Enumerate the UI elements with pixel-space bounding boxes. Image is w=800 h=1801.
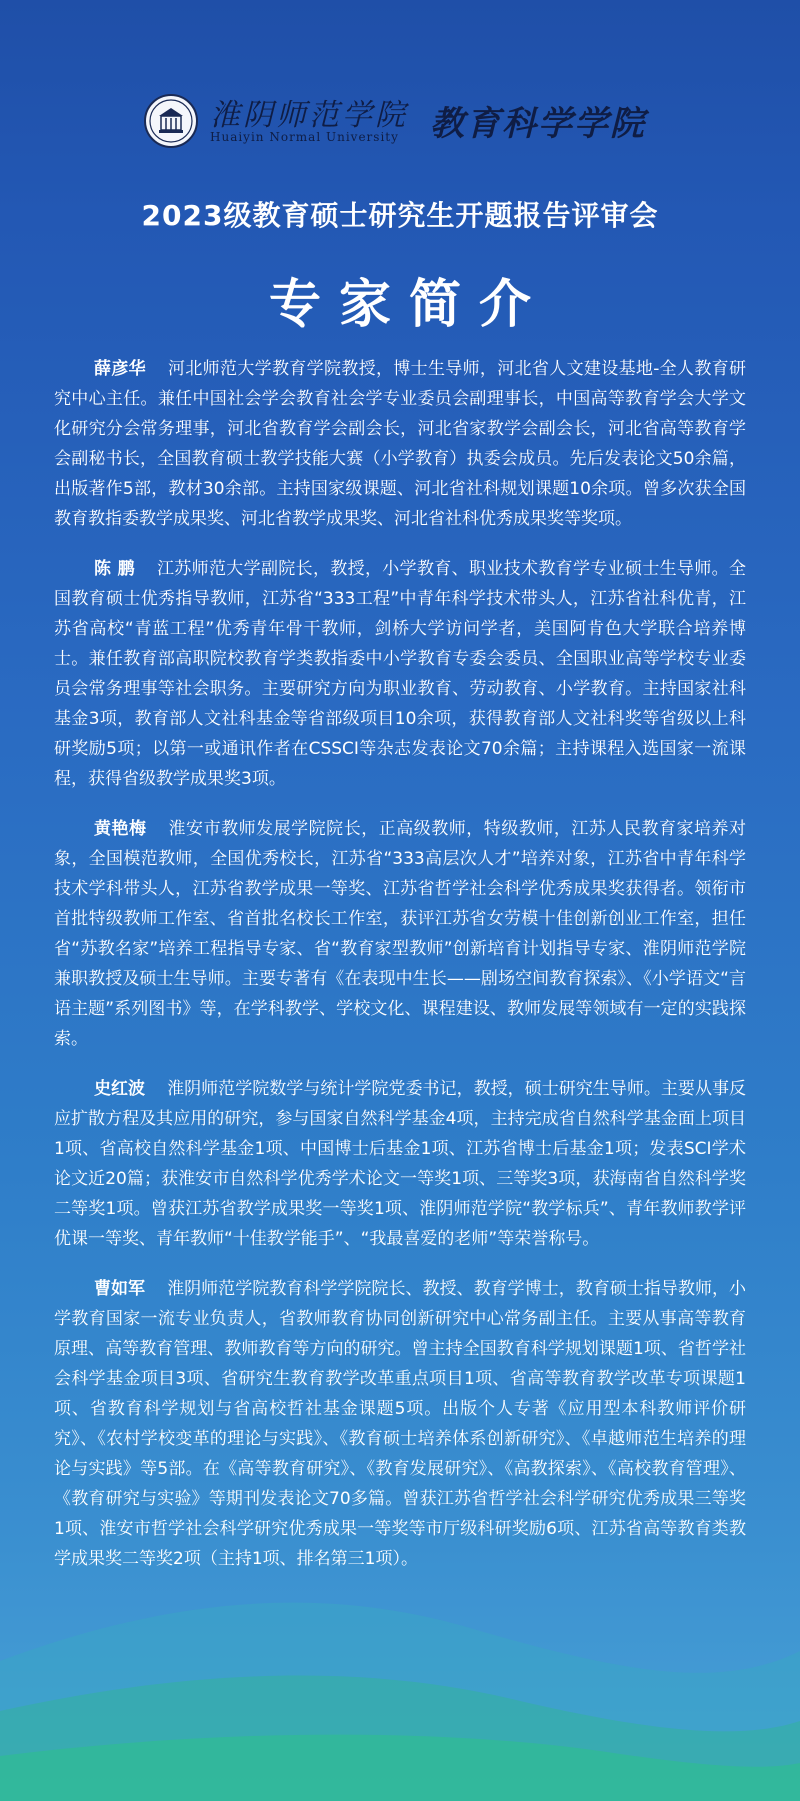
expert-name: 史红波: [94, 1079, 146, 1099]
page-subtitle: 专家简介: [268, 275, 549, 335]
university-name-cn: 淮阴师范学院: [210, 98, 408, 133]
expert-entry: [54, 554, 746, 794]
expert-name: 陈 鹏: [94, 559, 135, 579]
expert-bio: 淮安市教师发展学院院长，正高级教师，特级教师，江苏人民教育家培养对象，全国模范教师，全国优秀校长，江苏省“333高层次人才”培养对象，江苏省中青年科学技术学科带头人，江苏省教学成果一等奖、江苏省哲学社会科学优秀成果奖获得者。领衔市首批特级教师工作室、省首批名校长工作室，获评江苏省女劳模十佳创新创业工作室，担任省“苏教名家”培养工程指导专家、省“教育家型教师”创新培育计划指导专家、淮阴师范学院兼职教授及硕士生导师。主要专著有《在表现中生长——剧场空间教育探索》、《小学语文“言语主题”系列图书》等，在学科教学、学校文化、课程建设、教师发展等领域有一定的实践探索。: [54, 819, 747, 1049]
page-title: 2023级教育硕士研究生开题报告评审会: [141, 199, 659, 232]
expert-entry: [54, 814, 746, 1054]
expert-list: [54, 354, 746, 1594]
expert-entry: [54, 1274, 746, 1574]
school-name: 教育科学学院: [430, 104, 646, 144]
page-header: [0, 88, 800, 158]
university-seal-icon: [144, 94, 198, 148]
university-name-en: Huaiyin Normal University: [210, 130, 399, 144]
expert-bio: 江苏师范大学副院长，教授，小学教育、职业技术教育学专业硕士生导师。全国教育硕士优秀指导教师，江苏省“333工程”中青年科学技术带头人，江苏省社科优青，江苏省高校“青蓝工程”优秀青年骨干教师，剑桥大学访问学者，美国阿肯色大学联合培养博士。兼任教育部高职院校教育学类教指委中小学教育专委会委员、全国职业高等学校专业委员会常务理事等社会职务。主要研究方向为职业教育、劳动教育、小学教育。主持国家社科基金3项，教育部人文社科基金等省部级项目10余项，获得教育部人文社科奖等省级以上科研奖励5项；以第一或通讯作者在CSSCI等杂志发表论文70余篇；主持课程入选国家一流课程，获得省级教学成果奖3项。: [54, 559, 747, 789]
expert-name: 薛彦华: [94, 359, 146, 379]
expert-entry: [54, 354, 746, 534]
expert-bio: 淮阴师范学院数学与统计学院党委书记，教授，硕士研究生导师。主要从事反应扩散方程及其应用的研究，参与国家自然科学基金4项，主持完成省自然科学基金面上项目1项、省高校自然科学基金1项、中国博士后基金1项、江苏省博士后基金1项；发表SCI学术论文近20篇；获淮安市自然科学优秀学术论文一等奖1项、三等奖3项，获海南省自然科学奖二等奖1项。曾获江苏省教学成果奖一等奖1项、淮阴师范学院“教学标兵”、青年教师教学评优课一等奖、青年教师“十佳教学能手”、“我最喜爱的老师”等荣誉称号。: [54, 1079, 747, 1249]
expert-entry: [54, 1074, 746, 1254]
expert-bio: 河北师范大学教育学院教授，博士生导师，河北省人文建设基地-全人教育研究中心主任。兼任中国社会学会教育社会学专业委员会副理事长，中国高等教育学会大学文化研究分会常务理事，河北省教育学会副会长，河北省家教学会副会长，河北省高等教育学会副秘书长，全国教育硕士教学技能大赛（小学教育）执委会成员。先后发表论文50余篇，出版著作5部，教材30余部。主持国家级课题、河北省社科规划课题10余项。曾多次获全国教育教指委教学成果奖、河北省教学成果奖、河北省社科优秀成果奖等奖项。: [54, 359, 747, 529]
expert-bio: 淮阴师范学院教育科学学院院长、教授、教育学博士，教育硕士指导教师，小学教育国家一流专业负责人，省教师教育协同创新研究中心常务副主任。主要从事高等教育原理、高等教育管理、教师教育等方向的研究。曾主持全国教育科学规划课题1项、省哲学社会科学基金项目3项、省研究生教育教学改革重点项目1项、省高等教育教学改革专项课题1项、省教育科学规划与省高校哲社基金课题5项。出版个人专著《应用型本科教师评价研究》、《农村学校变革的理论与实践》、《教育硕士培养体系创新研究》、《卓越师范生培养的理论与实践》等5部。在《高等教育研究》、《教育发展研究》、《高教探索》、《高校教育管理》、《教育研究与实验》等期刊发表论文70多篇。曾获江苏省哲学社会科学研究优秀成果三等奖1项、淮安市哲学社会科学研究优秀成果一等奖等市厅级科研奖励6项、江苏省高等教育类教学成果奖二等奖2项（主持1项、排名第三1项）。: [54, 1279, 747, 1569]
expert-name: 黄艳梅: [94, 819, 147, 839]
expert-name: 曹如军: [94, 1279, 146, 1299]
